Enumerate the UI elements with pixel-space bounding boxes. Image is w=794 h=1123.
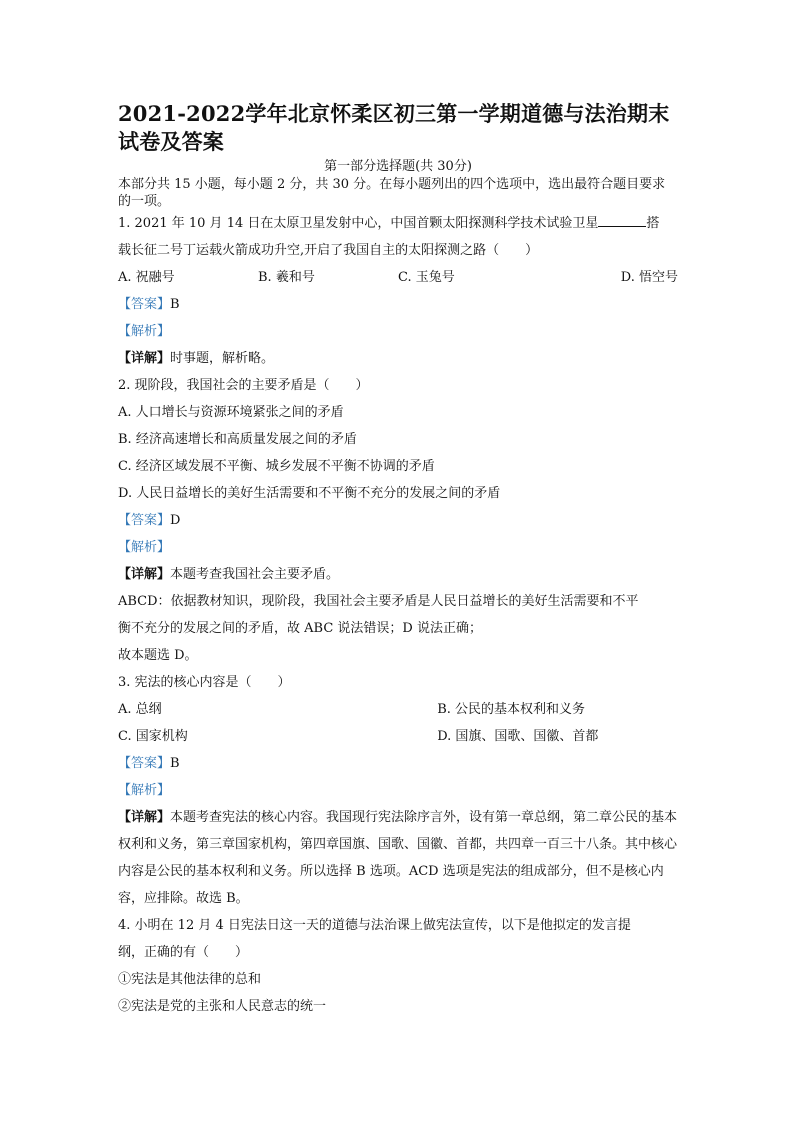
- option-a: A. 祝融号: [118, 270, 175, 285]
- explanation-line: 衡不充分的发展之间的矛盾，故 ABC 说法错误；D 说法正确；: [118, 621, 482, 636]
- question-4: [118, 912, 678, 1020]
- detail-line: [118, 345, 678, 372]
- question-stem-cont: 纲，正确的有（ ）: [118, 945, 249, 960]
- options-row: [118, 723, 678, 750]
- conclusion-line: 故本题选 D。: [118, 648, 198, 663]
- question-stem: 4. 小明在 12 月 4 日宪法日这一天的道德与法治课上做宪法宣传，以下是他拟定的发言提: [118, 918, 631, 933]
- option-b: B. 经济高速增长和高质量发展之间的矛盾: [118, 432, 357, 447]
- answer-value: B: [170, 756, 180, 771]
- question-1: [118, 210, 678, 372]
- document-page: [118, 100, 678, 1020]
- answer-label: 【答案】: [118, 756, 171, 771]
- option-a: A. 人口增长与资源环境紧张之间的矛盾: [118, 405, 344, 420]
- detail-label: 【详解】: [118, 567, 171, 582]
- answer-line: [118, 507, 678, 534]
- stem-text: 1. 2021 年 10 月 14 日在太原卫星发射中心，中国首颗太阳探测科学技术试验卫星: [118, 216, 599, 231]
- fill-blank: [598, 212, 646, 227]
- detail-text: 本题考查我国社会主要矛盾。: [170, 567, 340, 582]
- statement-1: ①宪法是其他法律的总和: [118, 972, 262, 987]
- detail-label: 【详解】: [118, 351, 171, 366]
- option-b: B. 羲和号: [258, 270, 315, 285]
- analysis-label: 【解析】: [118, 324, 171, 339]
- answer-line: [118, 291, 678, 318]
- section-intro: 本部分共 15 小题，每小题 2 分，共 30 分。在每小题列出的四个选项中，选出最符合题目要求的一项。: [118, 177, 666, 209]
- question-stem: 3. 宪法的核心内容是（ ）: [118, 675, 291, 690]
- explanation-line: ABCD：依据教材知识，现阶段，我国社会主要矛盾是人民日益增长的美好生活需要和不平: [118, 594, 639, 609]
- analysis-label: 【解析】: [118, 540, 171, 555]
- option-c: C. 玉兔号: [398, 270, 455, 285]
- analysis-label: 【解析】: [118, 783, 171, 798]
- option-b: B. 公民的基本权利和义务: [437, 702, 586, 717]
- detail-label: 【详解】: [118, 810, 171, 825]
- question-3: [118, 669, 678, 912]
- option-c: C. 经济区域发展不平衡、城乡发展不平衡不协调的矛盾: [118, 459, 435, 474]
- detail-text: 本题考查宪法的核心内容。我国现行宪法除序言外，设有第一章总纲，第二章公民的基本权利和义务，第三章国家机构，第四章国旗、国歌、国徽、首都，共四章一百三十八条。其中核心内容是公民的基本权利和义务。所以选择 B 选项。ACD 选项是宪法的组成部分，但不是核心内容，应排除。故选 B。: [118, 810, 678, 906]
- option-c: C. 国家机构: [118, 729, 188, 744]
- detail-line: [118, 561, 678, 588]
- document-title: 2021-2022学年北京怀柔区初三第一学期道德与法治期末试卷及答案: [118, 101, 670, 154]
- options-row: [118, 696, 678, 723]
- answer-value: D: [170, 513, 181, 528]
- question-stem: 2. 现阶段，我国社会的主要矛盾是（ ）: [118, 378, 369, 393]
- detail-text: 时事题，解析略。: [170, 351, 275, 366]
- option-d: D. 人民日益增长的美好生活需要和不平衡不充分的发展之间的矛盾: [118, 486, 501, 501]
- answer-line: [118, 750, 678, 777]
- answer-value: B: [170, 297, 180, 312]
- detail-paragraph: [118, 804, 678, 912]
- option-d: D. 国旗、国歌、国徽、首都: [437, 729, 599, 744]
- section-heading: 第一部分选择题(共 30分): [324, 159, 472, 174]
- options-row: [118, 264, 678, 291]
- statement-2: ②宪法是党的主张和人民意志的统一: [118, 999, 327, 1014]
- stem-text: 搭: [646, 216, 660, 231]
- option-a: A. 总纲: [118, 702, 162, 717]
- question-stem: [118, 210, 678, 237]
- answer-label: 【答案】: [118, 297, 171, 312]
- answer-label: 【答案】: [118, 513, 171, 528]
- question-2: [118, 372, 678, 669]
- question-stem-cont: 载长征二号丁运载火箭成功升空,开启了我国自主的太阳探测之路（ ）: [118, 243, 539, 258]
- option-d: D. 悟空号: [620, 270, 678, 285]
